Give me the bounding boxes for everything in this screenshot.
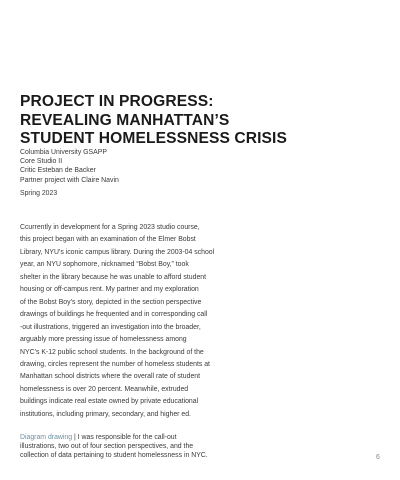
caption-line: collection of data pertaining to student homelessness in NYC. <box>20 451 208 459</box>
body-line: -out illustrations, triggered an investigation into the broader, <box>20 323 201 331</box>
body-line: this project began with an examination of the Elmer Bobst <box>20 236 196 244</box>
meta-partner: Partner project with Claire Navin <box>20 176 119 184</box>
page-number: 6 <box>376 454 380 461</box>
body-line: buildings indicate real estate owned by private educational <box>20 398 199 406</box>
title-line: PROJECT IN PROGRESS: <box>20 93 214 110</box>
project-date: Spring 2023 <box>20 190 58 197</box>
title-line: STUDENT HOMELESSNESS CRISIS <box>20 130 287 147</box>
body-line: homelessness is over 20 percent. Meanwhile, extruded <box>20 385 189 393</box>
body-line: Library, NYU’s iconic campus library. During the 2003-04 school <box>20 248 215 256</box>
title-line: REVEALING MANHATTAN’S <box>20 111 230 129</box>
body-line: of the Bobst Boy’s story, depicted in the section perspective <box>20 298 202 306</box>
project-meta <box>20 148 119 185</box>
body-line: arguably more pressing issue of homelessness among <box>20 336 187 344</box>
caption-line: illustrations, two out of four section perspectives, and the <box>20 442 194 450</box>
body-line: institutions, including primary, secondary, and higher ed. <box>20 410 191 418</box>
caption-label: Diagram drawing <box>20 434 73 441</box>
body-line: NYC’s K-12 public school students. In the background of the <box>20 348 204 356</box>
figure-caption <box>20 434 250 460</box>
meta-course: Core Studio II <box>20 158 63 166</box>
body-line: drawings of buildings he frequented and in corresponding call <box>20 311 208 319</box>
caption-text: | I was responsible for the call-out <box>72 434 177 441</box>
body-line: shelter in the library because he was unable to afford student <box>20 273 207 281</box>
body-line: housing or off-campus rent. My partner and my exploration <box>20 286 199 294</box>
project-description <box>20 222 250 421</box>
page-title <box>20 93 380 149</box>
body-line: year, an NYU sophomore, nicknamed “Bobst Boy,” took <box>20 261 189 269</box>
meta-critic: Critic Esteban de Backer <box>20 167 96 175</box>
body-line: Manhattan school districts where the overall rate of student <box>20 373 201 381</box>
body-line: drawing, circles represent the number of homeless students at <box>20 360 210 368</box>
meta-school: Columbia University GSAPP <box>20 149 107 156</box>
caption-line <box>20 434 250 443</box>
body-line: Ccurrently in development for a Spring 2023 studio course, <box>20 224 200 231</box>
